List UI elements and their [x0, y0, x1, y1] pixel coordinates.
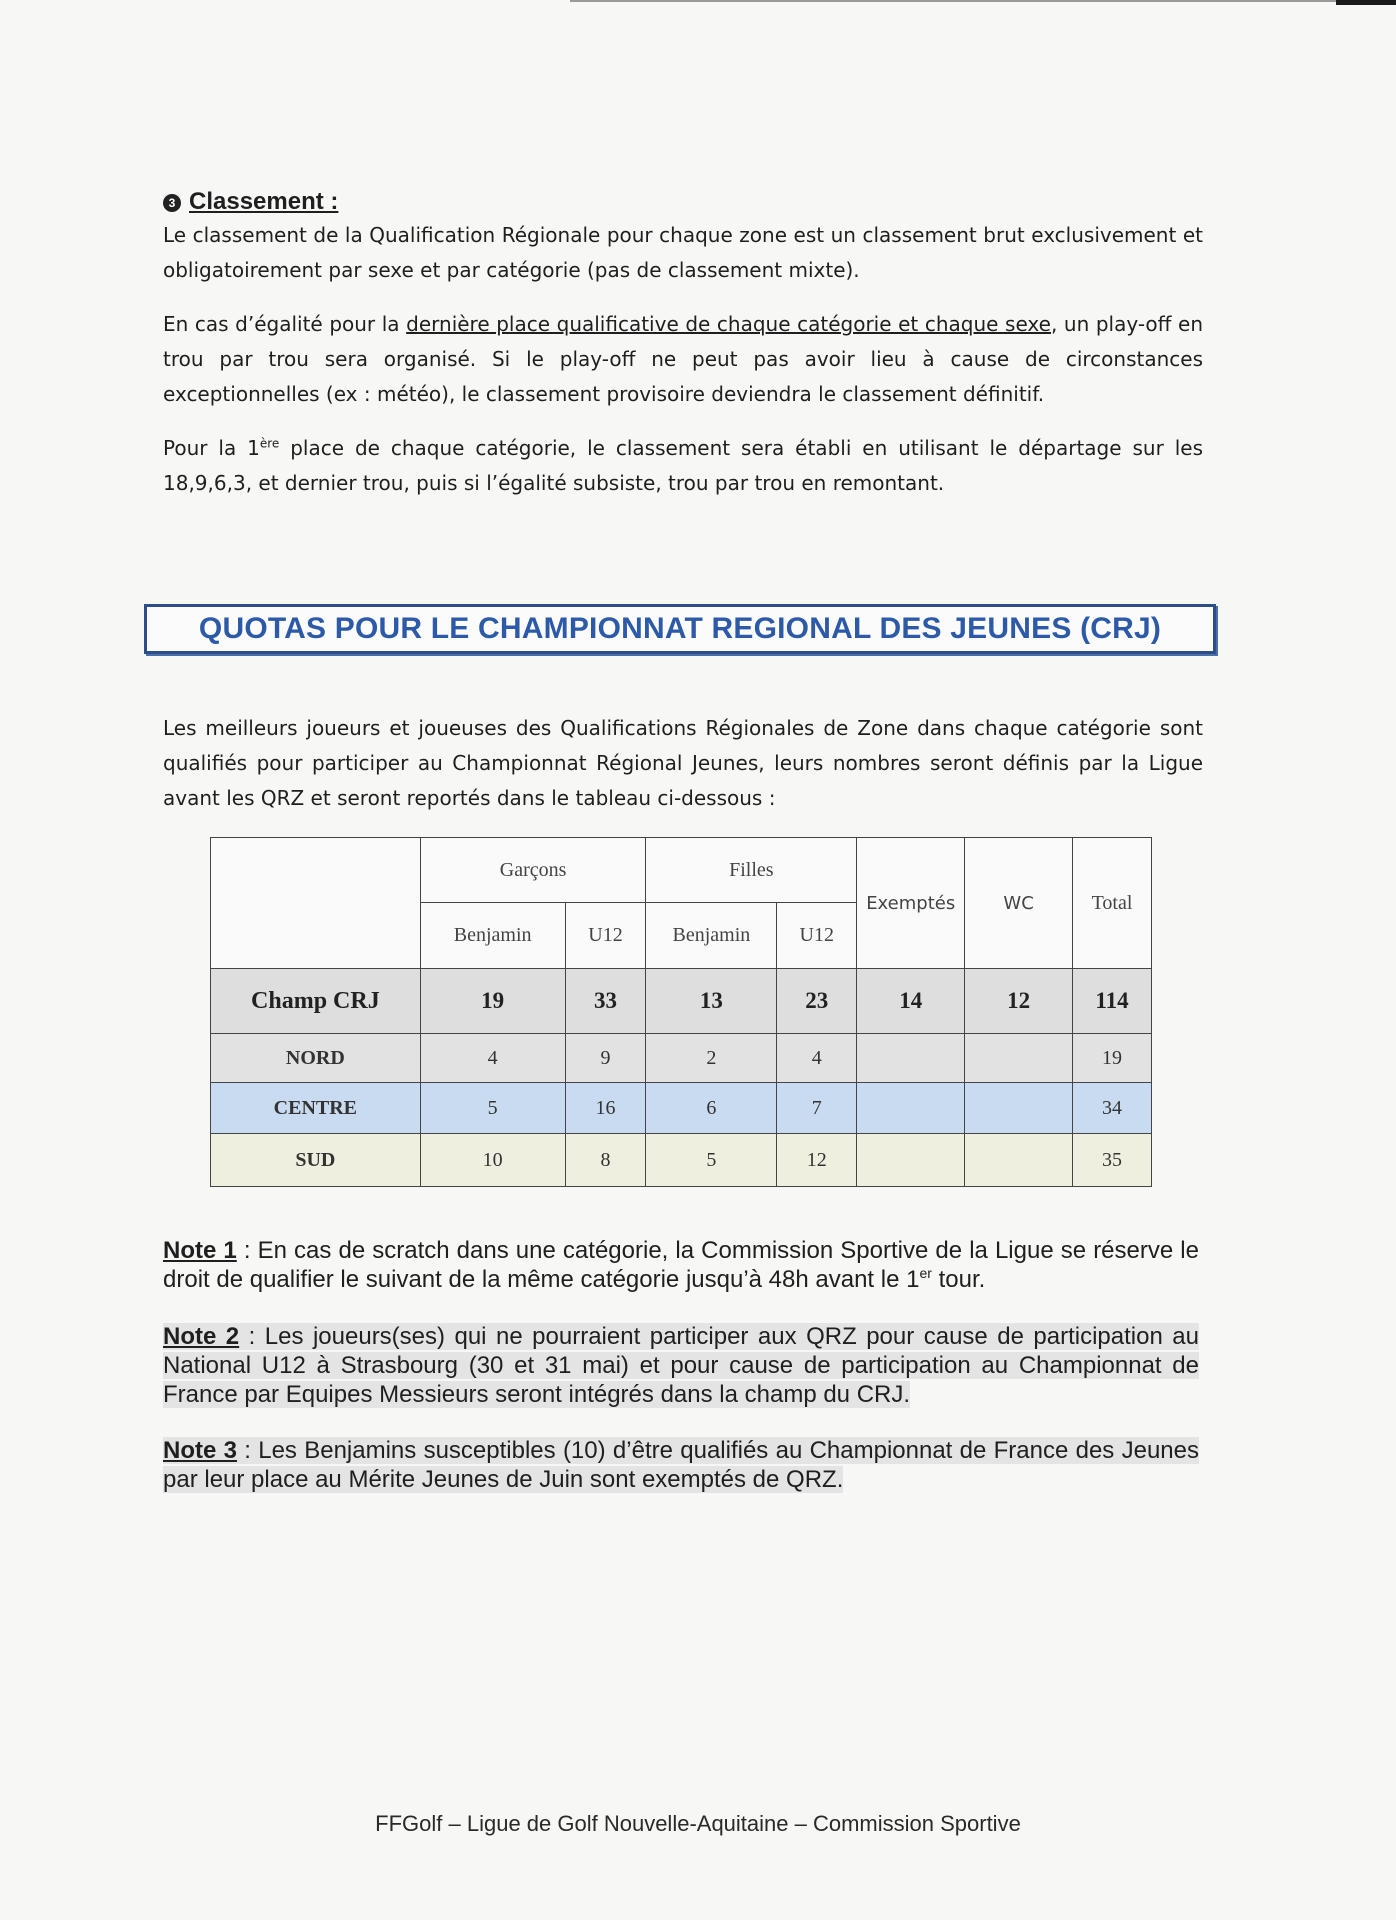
cell-garcons-u12: 33: [565, 969, 646, 1034]
cell-garcons-benjamin: 19: [420, 969, 565, 1034]
classement-heading: [163, 188, 1203, 216]
cell-exemptes: [857, 1083, 965, 1134]
table-row-sud: [211, 1134, 1152, 1187]
header-garcons: Garçons: [420, 838, 646, 903]
cell-exemptes: [857, 1034, 965, 1083]
header-filles: Filles: [646, 838, 857, 903]
header-total: Total: [1073, 838, 1152, 969]
cell-total: 34: [1073, 1083, 1152, 1134]
classement-title: Classement :: [189, 188, 339, 215]
cell-filles-u12: 23: [777, 969, 857, 1034]
cell-wc: [965, 1083, 1073, 1134]
header-exemptes: Exemptés: [857, 838, 965, 969]
cell-garcons-benjamin: 4: [420, 1034, 565, 1083]
cell-total: 114: [1073, 969, 1152, 1034]
quotas-intro: Les meilleurs joueurs et joueuses des Qualifications Régionales de Zone dans chaque catégorie sont qualifiés pour participer au Championnat Régional Jeunes, leurs nombres seront définis par la Ligue avant les QRZ et seront reportés dans le tableau ci-dessous :: [163, 716, 1203, 810]
row-label: SUD: [211, 1134, 421, 1187]
row-label: NORD: [211, 1034, 421, 1083]
cell-garcons-benjamin: 10: [420, 1134, 565, 1187]
underlined-phrase: dernière place qualificative de chaque catégorie et chaque sexe: [406, 312, 1051, 336]
row-label: Champ CRJ: [211, 969, 421, 1034]
classement-paragraph-2: En cas d’égalité pour la dernière place qualificative de chaque catégorie et chaque sexe, un play-off en trou par trou sera organisé. Si le play-off ne peut pas avoir lieu à cause de circonstances exceptionnelles (ex : météo), le classement provisoire deviendra le classement définitif.: [163, 312, 1204, 406]
cell-exemptes: 14: [857, 969, 965, 1034]
table-header-row: [211, 838, 1152, 903]
header-benjamin-filles: Benjamin: [646, 903, 777, 969]
cell-total: 19: [1073, 1034, 1152, 1083]
cell-exemptes: [857, 1134, 965, 1187]
cell-filles-benjamin: 2: [646, 1034, 777, 1083]
table-row-centre: [211, 1083, 1152, 1134]
row-label: CENTRE: [211, 1083, 421, 1134]
cell-filles-benjamin: 13: [646, 969, 777, 1034]
header-wc: WC: [965, 838, 1073, 969]
cell-garcons-u12: 9: [565, 1034, 646, 1083]
quota-table: [210, 837, 1152, 1187]
cell-filles-benjamin: 6: [646, 1083, 777, 1134]
cell-garcons-benjamin: 5: [420, 1083, 565, 1134]
cell-wc: 12: [965, 969, 1073, 1034]
table-row-champ-crj: [211, 969, 1152, 1034]
note-3-label: Note 3: [163, 1437, 237, 1464]
section-number-badge: 3: [163, 194, 181, 212]
classement-paragraph-3: Pour la 1ère place de chaque catégorie, le classement sera établi en utilisant le départage sur les 18,9,6,3, et dernier trou, puis si l’égalité subsiste, trou par trou en remontant.: [163, 436, 1203, 495]
cell-filles-u12: 4: [777, 1034, 857, 1083]
cell-filles-benjamin: 5: [646, 1134, 777, 1187]
note-1: Note 1 : En cas de scratch dans une catégorie, la Commission Sportive de la Ligue se réserve le droit de qualifier le suivant de la même catégorie jusqu’à 48h avant le 1er tour.: [163, 1237, 1199, 1293]
cell-wc: [965, 1034, 1073, 1083]
note-2-label: Note 2: [163, 1323, 240, 1350]
page-footer: FFGolf – Ligue de Golf Nouvelle-Aquitaine – Commission Sportive: [375, 1811, 1021, 1836]
cell-garcons-u12: 16: [565, 1083, 646, 1134]
classement-paragraph-1: Le classement de la Qualification Régionale pour chaque zone est un classement brut exclusivement et obligatoirement par sexe et par catégorie (pas de classement mixte).: [163, 223, 1203, 282]
scan-corner-mark: [1336, 0, 1396, 5]
note-1-label: Note 1: [163, 1237, 237, 1264]
note-2: Note 2 : Les joueurs(ses) qui ne pourraient participer aux QRZ pour cause de participation au National U12 à Strasbourg (30 et 31 mai) et pour cause de participation au Championnat de France par Equipes Messieurs seront intégrés dans la champ du CRJ.: [163, 1323, 1199, 1408]
cell-garcons-u12: 8: [565, 1134, 646, 1187]
note-3: Note 3 : Les Benjamins susceptibles (10) d’être qualifiés au Championnat de France des Jeunes par leur place au Mérite Jeunes de Juin sont exemptés de QRZ.: [163, 1437, 1199, 1493]
cell-wc: [965, 1134, 1073, 1187]
quotas-banner-title: QUOTAS POUR LE CHAMPIONNAT REGIONAL DES JEUNES (CRJ): [198, 612, 1162, 645]
empty-corner-cell: [211, 838, 421, 969]
table-row-nord: [211, 1034, 1152, 1083]
scan-top-edge: [570, 0, 1396, 2]
cell-filles-u12: 12: [777, 1134, 857, 1187]
header-benjamin-garcons: Benjamin: [420, 903, 565, 969]
quotas-banner: [144, 604, 1216, 654]
cell-total: 35: [1073, 1134, 1152, 1187]
cell-filles-u12: 7: [777, 1083, 857, 1134]
header-u12-garcons: U12: [565, 903, 646, 969]
header-u12-filles: U12: [777, 903, 857, 969]
